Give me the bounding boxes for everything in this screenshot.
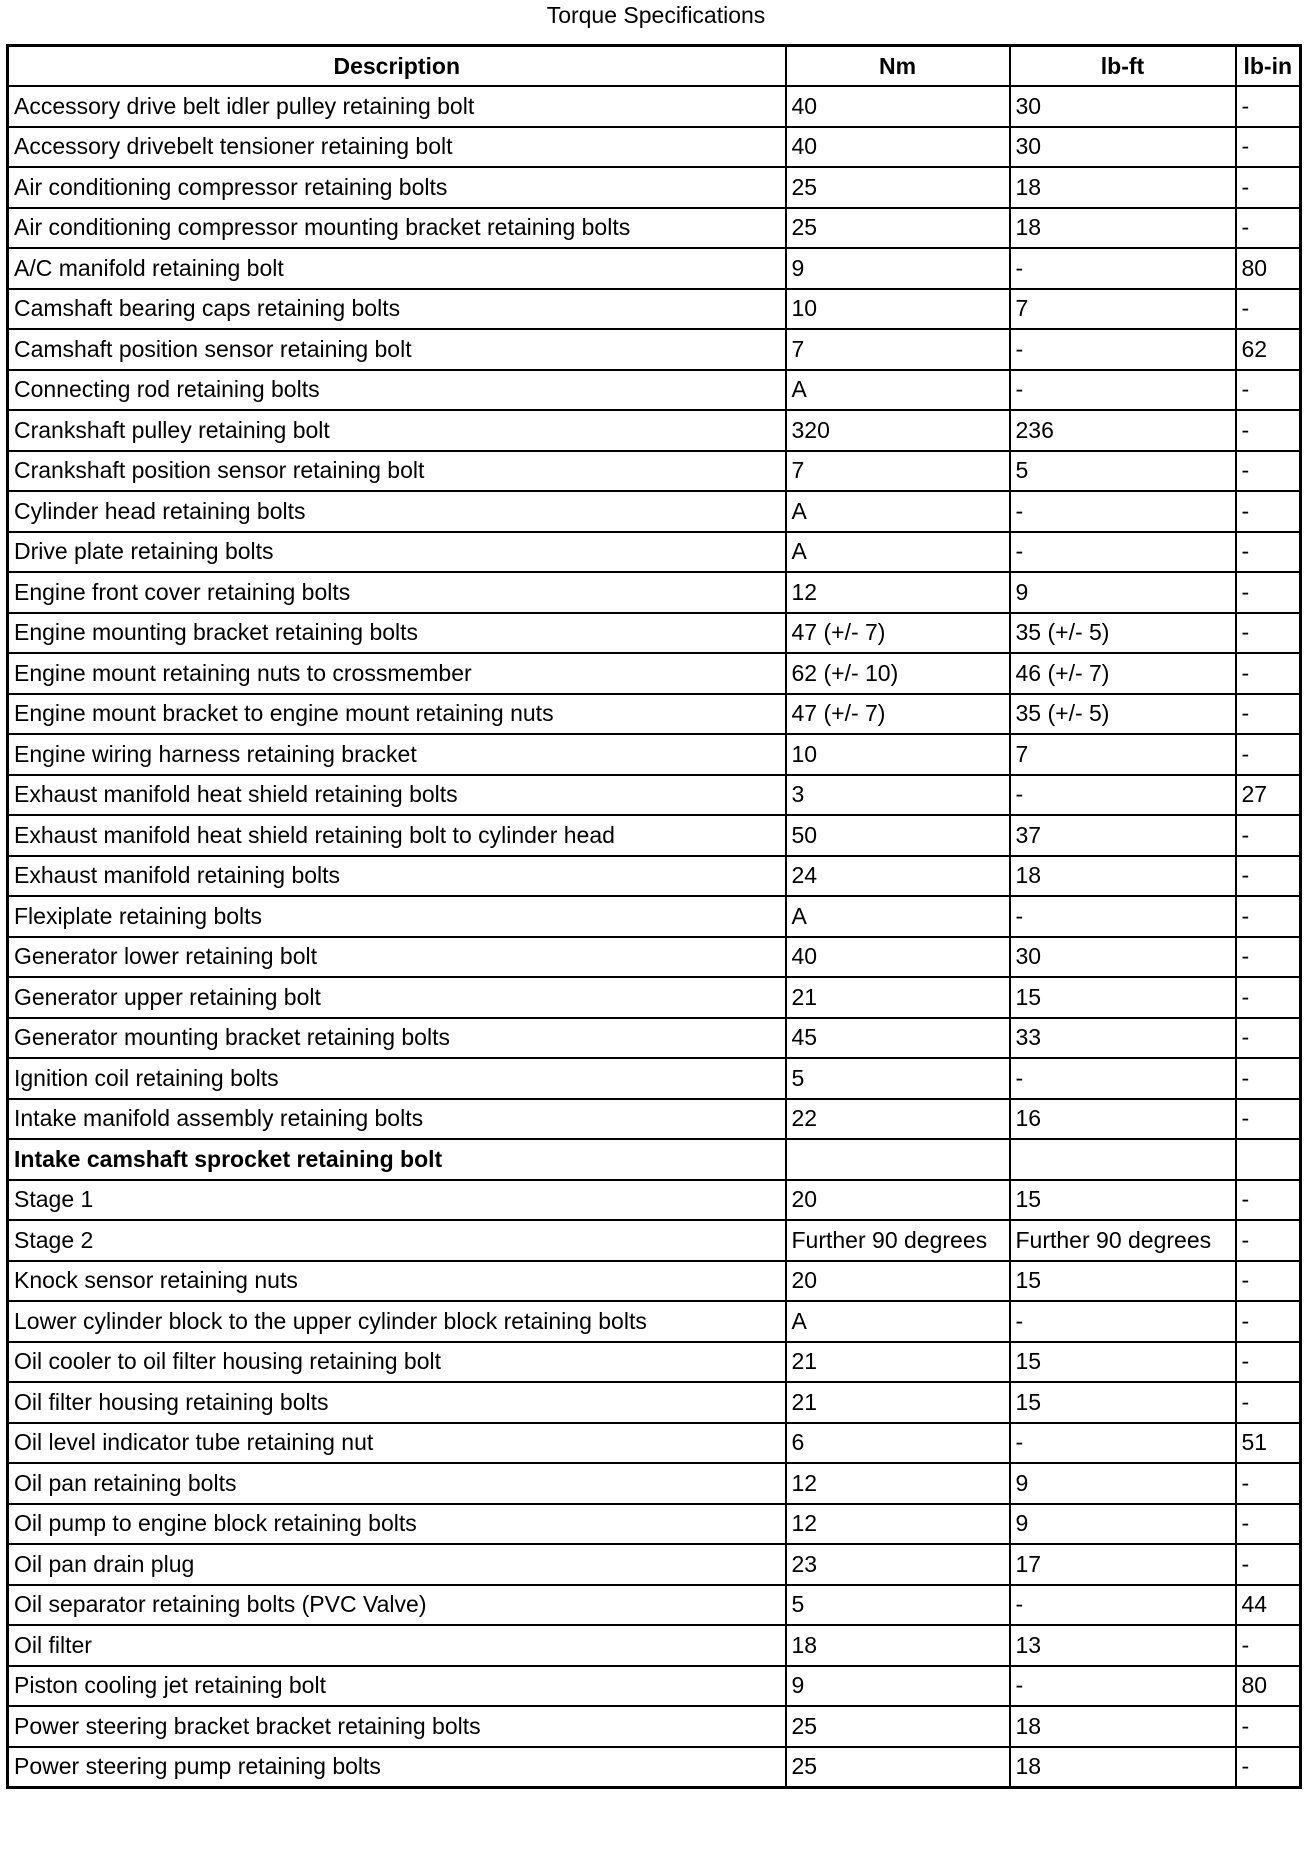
cell-description: Oil pan drain plug [8,1544,786,1585]
cell-description: Exhaust manifold heat shield retaining bolt to cylinder head [8,815,786,856]
cell-nm: 47 (+/- 7) [786,613,1010,654]
cell-description: Generator mounting bracket retaining bolts [8,1018,786,1059]
cell-lbin: 80 [1236,1666,1301,1707]
cell-lbin: - [1236,491,1301,532]
cell-lbft: - [1010,1423,1236,1464]
table-row [8,370,1301,411]
cell-nm: 40 [786,127,1010,168]
cell-nm: Further 90 degrees [786,1220,1010,1261]
cell-description: Engine front cover retaining bolts [8,572,786,613]
cell-description: Engine mount retaining nuts to crossmember [8,653,786,694]
cell-nm: A [786,491,1010,532]
cell-description: Lower cylinder block to the upper cylinder block retaining bolts [8,1301,786,1342]
cell-nm: 320 [786,410,1010,451]
cell-description: Exhaust manifold retaining bolts [8,856,786,897]
torque-spec-table [6,44,1302,1789]
table-row [8,86,1301,127]
cell-lbft [1010,1139,1236,1180]
cell-lbin: - [1236,1018,1301,1059]
cell-lbft: 236 [1010,410,1236,451]
cell-nm: 40 [786,937,1010,978]
table-row [8,775,1301,816]
cell-lbft: 17 [1010,1544,1236,1585]
table-row [8,1382,1301,1423]
cell-description: Accessory drive belt idler pulley retaining bolt [8,86,786,127]
cell-lbin: - [1236,694,1301,735]
cell-lbft: - [1010,370,1236,411]
cell-nm: 6 [786,1423,1010,1464]
cell-lbft: - [1010,1301,1236,1342]
cell-nm: 7 [786,451,1010,492]
cell-lbft: 35 (+/- 5) [1010,694,1236,735]
cell-nm: 25 [786,167,1010,208]
table-row [8,1544,1301,1585]
table-row [8,1504,1301,1545]
table-row [8,1706,1301,1747]
table-row [8,694,1301,735]
table-row [8,1423,1301,1464]
column-header-nm: Nm [786,46,1010,87]
cell-nm: 9 [786,1666,1010,1707]
cell-description: Power steering pump retaining bolts [8,1747,786,1788]
table-row [8,937,1301,978]
cell-description: Oil separator retaining bolts (PVC Valve) [8,1585,786,1626]
cell-description: Air conditioning compressor mounting bracket retaining bolts [8,208,786,249]
table-row [8,167,1301,208]
cell-lbft: 18 [1010,1747,1236,1788]
table-row [8,451,1301,492]
table-row [8,491,1301,532]
cell-nm: 22 [786,1099,1010,1140]
table-row [8,1463,1301,1504]
cell-lbft: 30 [1010,86,1236,127]
cell-lbin: - [1236,1099,1301,1140]
table-row [8,1261,1301,1302]
cell-lbft: 9 [1010,1504,1236,1545]
page-title: Torque Specifications [546,2,766,28]
cell-description: Air conditioning compressor retaining bolts [8,167,786,208]
table-row [8,1342,1301,1383]
cell-lbft: 5 [1010,451,1236,492]
cell-lbft: 16 [1010,1099,1236,1140]
cell-description: Stage 1 [8,1180,786,1221]
cell-lbin: - [1236,977,1301,1018]
cell-nm: A [786,370,1010,411]
cell-nm: 10 [786,289,1010,330]
table-row [8,1747,1301,1788]
cell-description: Accessory drivebelt tensioner retaining bolt [8,127,786,168]
cell-description: Oil filter [8,1625,786,1666]
table-row [8,815,1301,856]
cell-description: Crankshaft pulley retaining bolt [8,410,786,451]
cell-lbin: 80 [1236,248,1301,289]
cell-description: Oil pump to engine block retaining bolts [8,1504,786,1545]
cell-nm: 21 [786,1342,1010,1383]
cell-description: Flexiplate retaining bolts [8,896,786,937]
cell-lbin: - [1236,451,1301,492]
cell-nm: 23 [786,1544,1010,1585]
cell-lbft: 33 [1010,1018,1236,1059]
cell-description: Engine mounting bracket retaining bolts [8,613,786,654]
table-row [8,896,1301,937]
cell-nm: 7 [786,329,1010,370]
table-row [8,977,1301,1018]
cell-lbft: 9 [1010,572,1236,613]
cell-description: Cylinder head retaining bolts [8,491,786,532]
table-row [8,1058,1301,1099]
cell-lbft: 18 [1010,208,1236,249]
cell-description: Generator lower retaining bolt [8,937,786,978]
cell-lbin: - [1236,896,1301,937]
cell-lbin: - [1236,1382,1301,1423]
cell-lbin: - [1236,613,1301,654]
cell-nm: 25 [786,208,1010,249]
cell-nm: 10 [786,734,1010,775]
cell-lbin: - [1236,1706,1301,1747]
cell-lbft: 13 [1010,1625,1236,1666]
cell-description: Oil cooler to oil filter housing retaining bolt [8,1342,786,1383]
cell-lbin: - [1236,1463,1301,1504]
cell-lbft: 46 (+/- 7) [1010,653,1236,694]
cell-nm: 20 [786,1261,1010,1302]
table-row [8,613,1301,654]
cell-lbin: 62 [1236,329,1301,370]
cell-lbin: - [1236,1544,1301,1585]
cell-lbft: 7 [1010,289,1236,330]
cell-description: Crankshaft position sensor retaining bolt [8,451,786,492]
cell-lbin: - [1236,370,1301,411]
table-row [8,1180,1301,1221]
cell-description: Generator upper retaining bolt [8,977,786,1018]
table-row [8,1139,1301,1180]
cell-description: Connecting rod retaining bolts [8,370,786,411]
cell-lbin: - [1236,1625,1301,1666]
cell-lbft: Further 90 degrees [1010,1220,1236,1261]
cell-lbin: - [1236,937,1301,978]
cell-nm: 25 [786,1706,1010,1747]
table-row [8,572,1301,613]
cell-description: Ignition coil retaining bolts [8,1058,786,1099]
table-header-row [8,46,1301,87]
cell-nm: 12 [786,572,1010,613]
cell-lbft: 15 [1010,1382,1236,1423]
cell-lbft: - [1010,1058,1236,1099]
cell-lbft: 15 [1010,1261,1236,1302]
cell-description: Oil pan retaining bolts [8,1463,786,1504]
cell-lbft: - [1010,329,1236,370]
cell-nm: 5 [786,1585,1010,1626]
cell-description: Drive plate retaining bolts [8,532,786,573]
cell-lbft: - [1010,1666,1236,1707]
cell-description: Oil filter housing retaining bolts [8,1382,786,1423]
cell-lbin: - [1236,1504,1301,1545]
table-row [8,127,1301,168]
cell-lbin: - [1236,1220,1301,1261]
table-row [8,1666,1301,1707]
cell-lbin: - [1236,1261,1301,1302]
cell-lbft: - [1010,775,1236,816]
table-row [8,1585,1301,1626]
table-row [8,1301,1301,1342]
table-row [8,289,1301,330]
cell-nm: 12 [786,1504,1010,1545]
cell-lbft: 15 [1010,977,1236,1018]
cell-nm: 5 [786,1058,1010,1099]
cell-lbin: - [1236,1301,1301,1342]
cell-description: Exhaust manifold heat shield retaining bolts [8,775,786,816]
cell-lbin: - [1236,1747,1301,1788]
cell-nm: 62 (+/- 10) [786,653,1010,694]
cell-lbin: - [1236,208,1301,249]
cell-description: Intake manifold assembly retaining bolts [8,1099,786,1140]
cell-lbft: 7 [1010,734,1236,775]
cell-lbin: - [1236,86,1301,127]
table-row [8,734,1301,775]
cell-lbin: - [1236,1342,1301,1383]
cell-lbin [1236,1139,1301,1180]
cell-lbft: - [1010,532,1236,573]
cell-lbin: - [1236,653,1301,694]
cell-description: Power steering bracket bracket retaining bolts [8,1706,786,1747]
cell-lbft: - [1010,1585,1236,1626]
table-row [8,1625,1301,1666]
table-row [8,653,1301,694]
table-row [8,1018,1301,1059]
cell-description: Stage 2 [8,1220,786,1261]
cell-lbft: 18 [1010,1706,1236,1747]
cell-lbft: 15 [1010,1180,1236,1221]
cell-lbin: 51 [1236,1423,1301,1464]
table-row [8,532,1301,573]
cell-lbin: - [1236,1058,1301,1099]
column-header-description: Description [8,46,786,87]
cell-lbin: 27 [1236,775,1301,816]
cell-lbft: 18 [1010,856,1236,897]
cell-lbin: - [1236,734,1301,775]
cell-description: Oil level indicator tube retaining nut [8,1423,786,1464]
cell-lbin: - [1236,572,1301,613]
cell-nm: 25 [786,1747,1010,1788]
table-row [8,248,1301,289]
cell-lbft: 37 [1010,815,1236,856]
cell-nm [786,1139,1010,1180]
cell-nm: 21 [786,977,1010,1018]
column-header-lbft: lb-ft [1010,46,1236,87]
cell-lbin: - [1236,856,1301,897]
cell-lbin: - [1236,289,1301,330]
cell-nm: 18 [786,1625,1010,1666]
cell-nm: 21 [786,1382,1010,1423]
cell-lbin: 44 [1236,1585,1301,1626]
cell-description: Camshaft position sensor retaining bolt [8,329,786,370]
table-row [8,856,1301,897]
cell-lbft: 30 [1010,937,1236,978]
cell-description: Camshaft bearing caps retaining bolts [8,289,786,330]
table-row [8,1220,1301,1261]
cell-nm: 40 [786,86,1010,127]
cell-lbft: - [1010,491,1236,532]
cell-description: Engine wiring harness retaining bracket [8,734,786,775]
cell-nm: 24 [786,856,1010,897]
cell-lbft: 30 [1010,127,1236,168]
cell-lbin: - [1236,167,1301,208]
cell-lbin: - [1236,410,1301,451]
cell-lbin: - [1236,1180,1301,1221]
cell-lbft: - [1010,248,1236,289]
cell-lbin: - [1236,815,1301,856]
cell-nm: A [786,896,1010,937]
cell-lbin: - [1236,127,1301,168]
cell-nm: A [786,1301,1010,1342]
table-row [8,329,1301,370]
cell-description: A/C manifold retaining bolt [8,248,786,289]
cell-nm: 20 [786,1180,1010,1221]
cell-lbft: 18 [1010,167,1236,208]
cell-lbft: 35 (+/- 5) [1010,613,1236,654]
column-header-lbin: lb-in [1236,46,1301,87]
cell-description: Intake camshaft sprocket retaining bolt [8,1139,786,1180]
cell-nm: 47 (+/- 7) [786,694,1010,735]
cell-description: Engine mount bracket to engine mount retaining nuts [8,694,786,735]
cell-nm: 12 [786,1463,1010,1504]
cell-description: Knock sensor retaining nuts [8,1261,786,1302]
cell-lbft: 15 [1010,1342,1236,1383]
cell-nm: 3 [786,775,1010,816]
table-body [8,86,1301,1788]
cell-nm: 45 [786,1018,1010,1059]
cell-lbft: 9 [1010,1463,1236,1504]
cell-lbin: - [1236,532,1301,573]
table-row [8,1099,1301,1140]
cell-nm: 50 [786,815,1010,856]
cell-lbft: - [1010,896,1236,937]
cell-nm: A [786,532,1010,573]
cell-nm: 9 [786,248,1010,289]
table-row [8,410,1301,451]
table-row [8,208,1301,249]
cell-description: Piston cooling jet retaining bolt [8,1666,786,1707]
